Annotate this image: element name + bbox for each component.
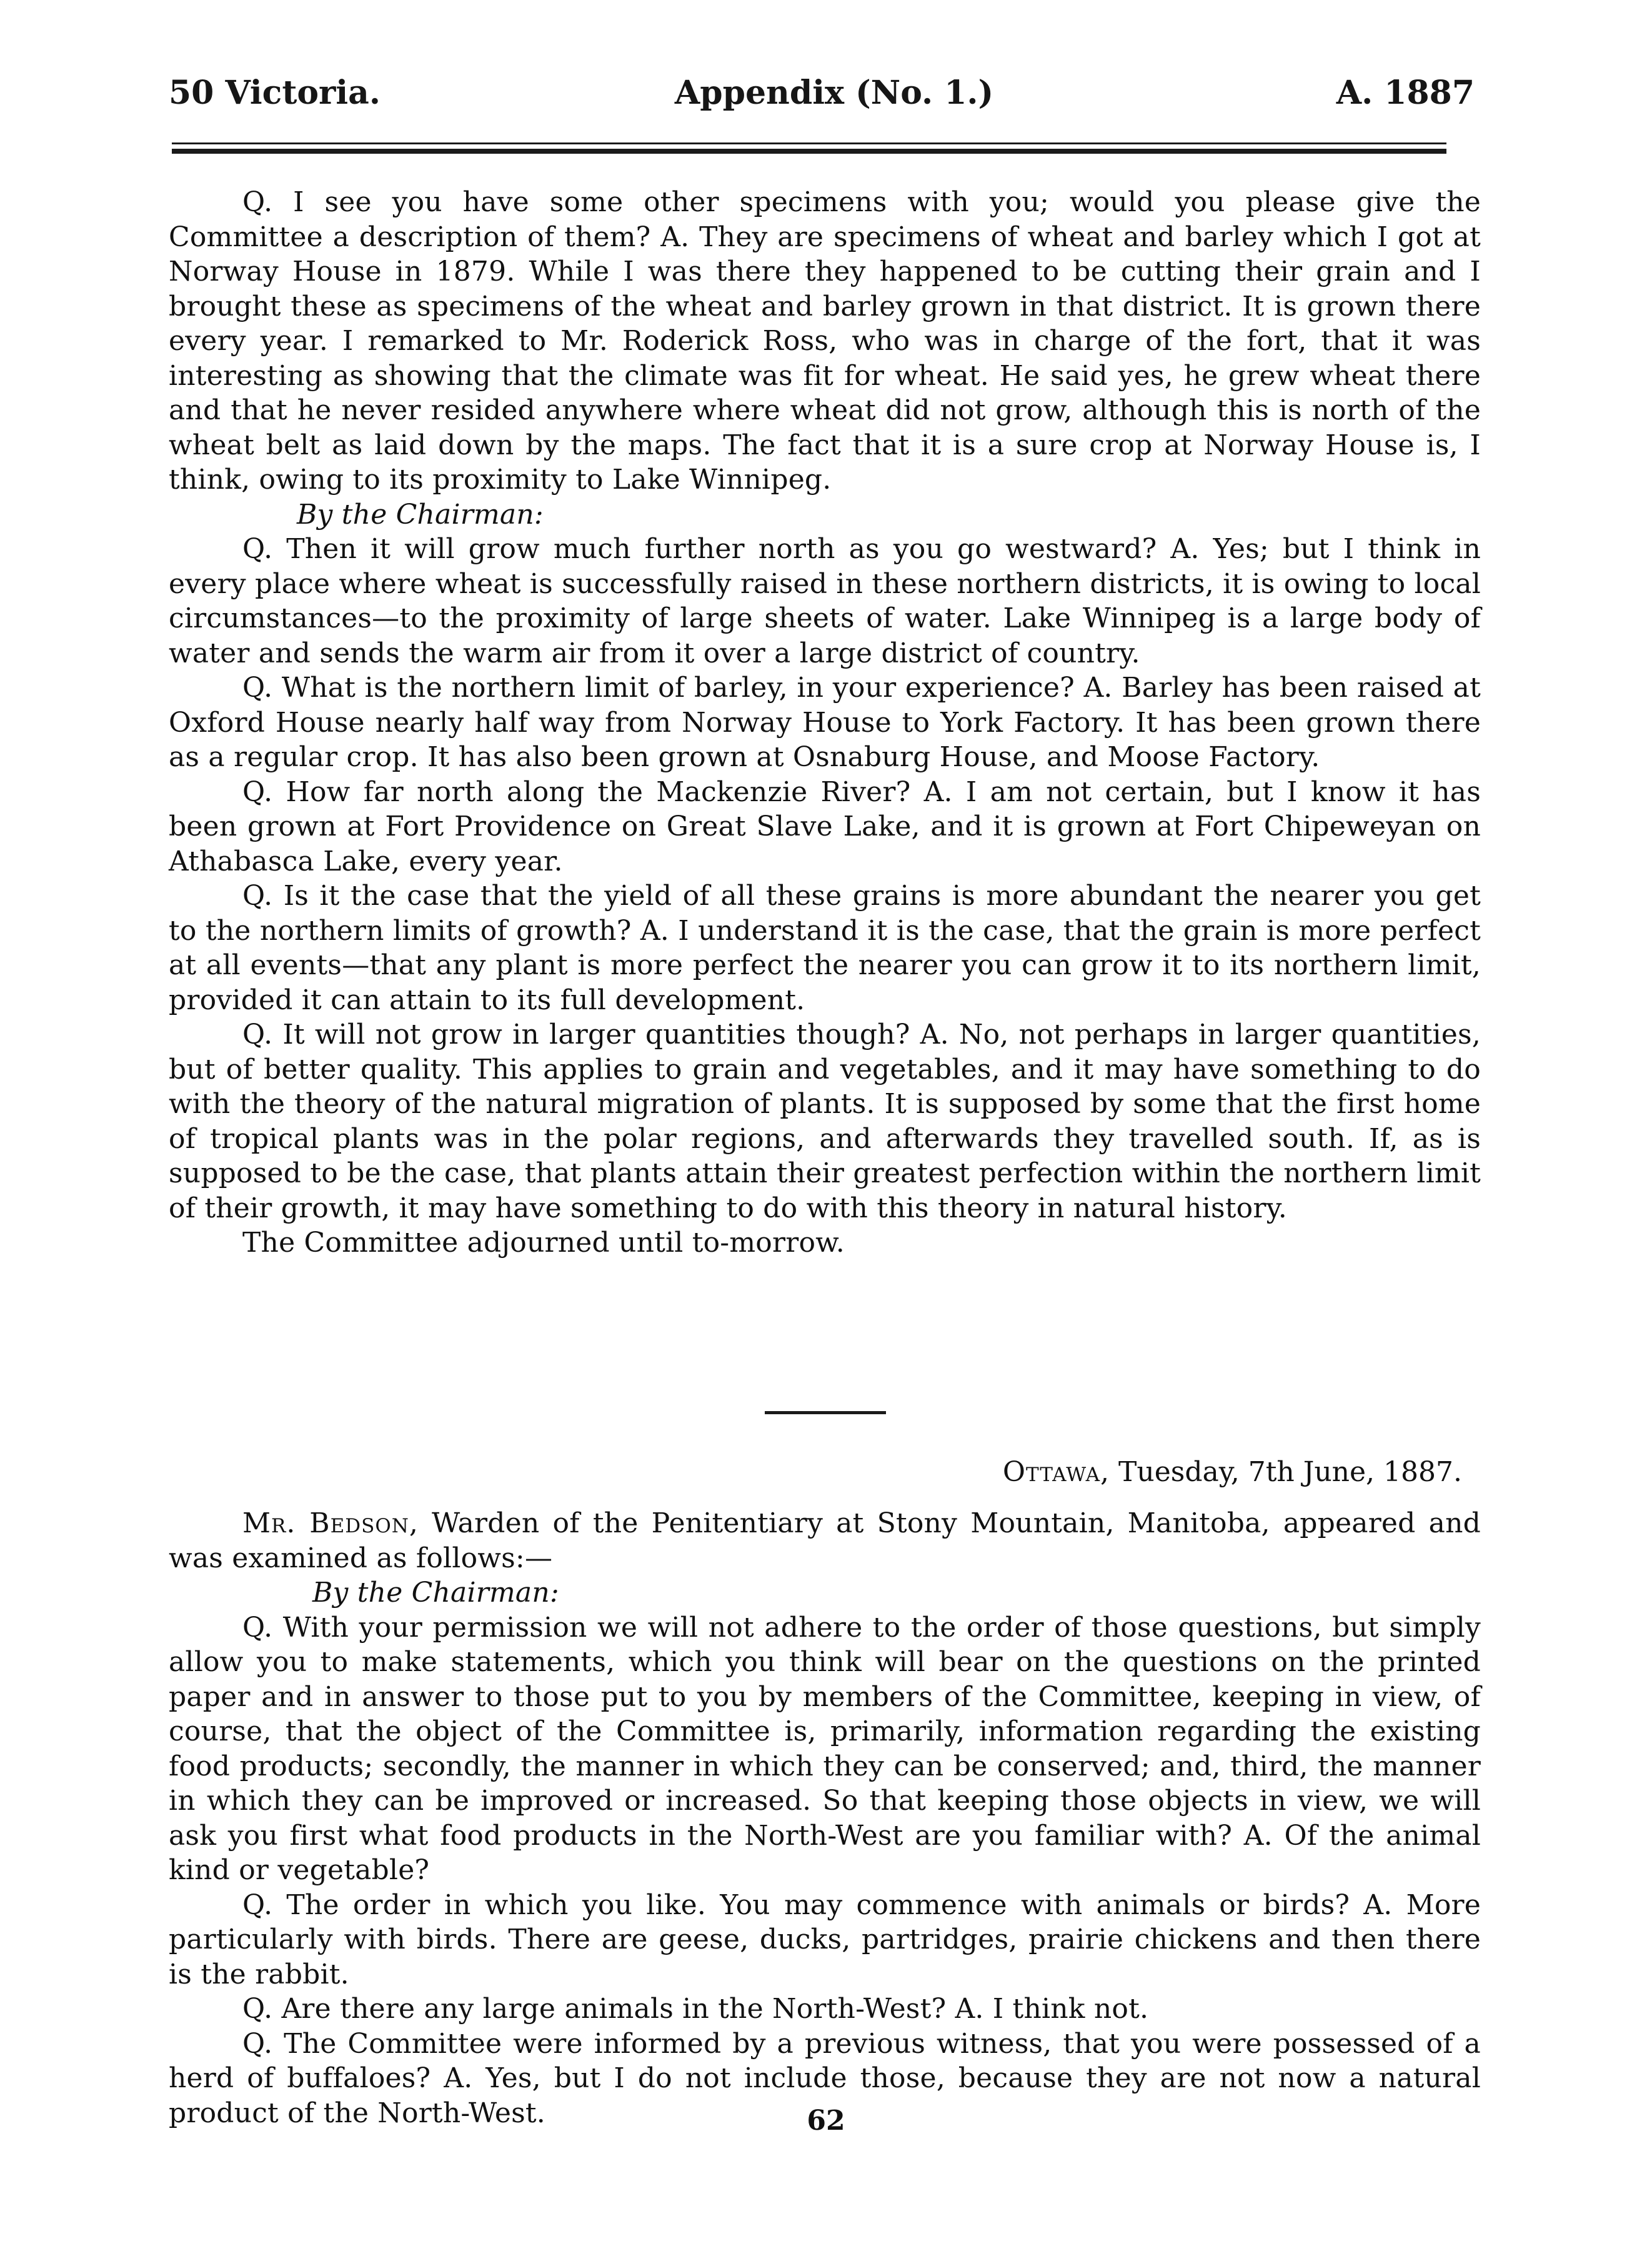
paragraph: Q. It will not grow in larger quantities though? A. No, not perhaps in larger quantities, but of better quality. This applies to grain and vegetables, and it may have something to do with the theory of the natural migration of plants. It is supposed by some that the first home of tropical plants was in the polar regions, and afterwards they travelled south. If, as is supposed to be the case, that plants attain their greatest perfection within the northern limit of their growth, it may have something to do with this theory in natural history. [169,1019,1481,1224]
dateline [831,1456,1462,1488]
paragraph: Q. With your permission we will not adhere to the order of those questions, but simply allow you to make statements, which you think will bear on the questions on the printed paper and in answer to those put to you by members of the Committee, keeping in view, of course, that the object of the Committee is, primarily, information regarding the existing food products; secondly, the manner in which they can be conserved; and, third, the manner in which they can be improved or increased. So that keeping those objects in view, we will ask you first what food products in the North-West are you familiar with? A. Of the animal kind or vegetable? [169,1611,1481,1886]
witness-intro [169,1506,1481,1575]
paragraph: Q. The order in which you like. You may commence with animals or birds? A. More particularly with birds. There are geese, ducks, partridges, prairie chickens and then there is the rabbit. [169,1889,1481,1990]
paragraph: Q. The Committee were informed by a previous witness, that you were possessed of a herd of buffaloes? A. Yes, but I do not include those, because they are not now a natural product of the North-West. [169,2027,1481,2129]
paragraph: Q. Then it will grow much further north as you go westward? A. Yes; but I think in every place where wheat is successfully raised in these northern districts, it is owing to local circumstances—to the proximity of large sheets of water. Lake Winnipeg is a large body of water and sends the warm air from it over a large district of country. [169,533,1481,669]
paragraph: Q. How far north along the Mackenzie River? A. I am not certain, but I know it has been grown at Fort Providence on Great Slave Lake, and it is grown at Fort Chipeweyan on Athabasca Lake, every year. [169,776,1481,877]
paragraph: Q. What is the northern limit of barley, in your experience? A. Barley has been raised at Oxford House nearly half way from Norway House to York Factory. It has been grown there as a regular crop. It has also been grown at Osnaburg House, and Moose Factory. [169,672,1481,773]
header-session: 50 Victoria. [169,74,381,112]
paragraph: Q. I see you have some other specimens with you; would you please give the Committee a description of them? A. They are specimens of wheat and barley which I got at Norway House in 1879. While I was there they happened to be cutting their grain and I brought these as specimens of the wheat and barley grown in that district. It is grown there every year. I remarked to Mr. Roderick Ross, who was in charge of the fort, that it was interesting as showing that the climate was fit for wheat. He said yes, he grew wheat there and that he never resided anywhere where wheat did not grow, although this is north of the wheat belt as laid down by the maps. The fact that it is a sure crop at Norway House is, I think, owing to its proximity to Lake Winnipeg. [169,186,1481,496]
speaker-heading: By the Chairman: [297,498,544,531]
witness-name: Mr. Bedson, [242,1507,419,1539]
dateline-place: Ottawa, [1002,1456,1110,1488]
speaker-heading: By the Chairman: [312,1577,559,1609]
header-rule-thin [172,142,1446,144]
section-divider [765,1411,886,1414]
header-appendix: Appendix (No. 1.) [674,74,994,112]
header-year: A. 1887 [1336,74,1475,112]
testimony-section-1 [169,185,1481,1260]
testimony-section-2 [169,1506,1481,2130]
header-rule-thick [172,149,1446,154]
page-number: 62 [807,2105,845,2137]
witness-description: Warden of the Penitentiary at Stony Mountain, Manitoba, appeared and was examined as follows:— [169,1507,1481,1574]
running-header [169,74,1475,124]
dateline-date: Tuesday, 7th June, 1887. [1118,1456,1462,1488]
adjournment-note: The Committee adjourned until to-morrow. [242,1227,845,1259]
paragraph: Q. Are there any large animals in the North-West? A. I think not. [242,1993,1149,2025]
paragraph: Q. Is it the case that the yield of all these grains is more abundant the nearer you get to the northern limits of growth? A. I understand it is the case, that the grain is more perfect at all events—that any plant is more perfect the nearer you can grow it to its northern limit, provided it can attain to its full development. [169,880,1481,1016]
